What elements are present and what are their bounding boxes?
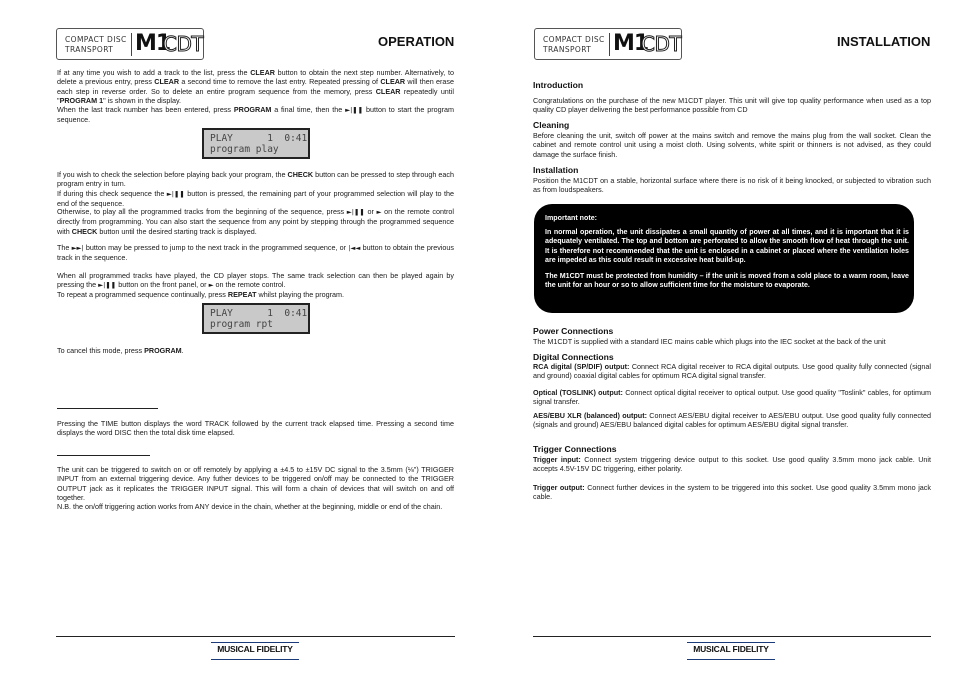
cleaning-text: Before cleaning the unit, switch off power at the mains switch and remove the mains plug from the wall socket. Clean the cabinet and remote control unit using a moist cloth. Using solvents, white spirit or thinners is not advised, as they could damage the surface finish. [533,131,931,159]
play-icon: ► [376,208,382,216]
logo-line2: TRANSPORT [65,45,114,54]
logo-line1: COMPACT DISC [65,35,127,44]
play-pause-icon: ►|❚❚ [166,190,185,198]
logo-model-cdt: CDT [641,32,682,56]
paragraph-play-all: Otherwise, to play all the programmed tracks from the beginning of the sequence, press ►|❚❚ or ► on the remote control directly from programming. You can also start the sequence from any point by stepping through the programmed sequence with CHECK button until the desired starting track is displayed. [57,207,455,236]
digital-connections-heading: Digital Connections [533,352,614,362]
paragraph-check-button: If you wish to check the selection before playing back your program, the CHECK button can be pressed to step through each program entry in turn. [57,170,454,189]
paragraph-skip-buttons: The ►►| button may be pressed to jump to the next track in the programmed sequence, or |◄◄ button to obtain the previous track in the sequence. [57,243,454,263]
play-pause-icon: ►|❚❚ [346,208,365,216]
logo-separator [131,33,132,56]
paragraph-repeat: To repeat a programmed sequence continually, press REPEAT whilst playing the program. [57,290,344,299]
m1cdt-logo [56,28,204,60]
paragraph-check-sequence: If during this check sequence the ►|❚❚ button is pressed, the remaining part of your programmed selection will play to the end of the sequence. [57,189,454,209]
musical-fidelity-logo [687,642,775,660]
lcd-display-program-rpt [202,303,310,334]
logo-model-m1: M1 [613,31,649,56]
introduction-heading: Introduction [533,80,584,90]
paragraph-time-button: Pressing the TIME button displays the word TRACK followed by the current track elapsed time. Pressing a second time displays the word DISC then the total disk time elapsed. [57,419,454,438]
paragraph-clear-button: If at any time you wish to add a track to the list, press the CLEAR button to obtain the next step number. Alternatively, to delete a previous entry, press CLEAR a second time to remove the last entry. Repeated pressing of CLEAR will then erase each step in reverse order. So to delete an entire program sequence from the memory, press CLEAR repeatedly until "PROGRAM 1" is shown in the display. [57,68,454,106]
page-heading-operation: OPERATION [378,34,455,49]
skip-previous-icon: |◄◄ [348,244,361,252]
right-page [477,0,954,675]
installation-text: Position the M1CDT on a stable, horizontal surface where there is no risk of it being knocked, or subjected to vibration such as from loudspeakers. [533,176,931,195]
installation-heading: Installation [533,165,579,175]
page-heading-installation: INSTALLATION [837,34,931,49]
section-rule [57,455,150,456]
lcd-line1: PLAY 1 0:41 [210,133,308,144]
trigger-input-text: Trigger input: Connect system triggering device output to this socket. Use good quality 3.5mm mono jack cable. Unit accepts 4.5V-15V DC triggering, either polarity. [533,455,931,474]
play-pause-icon: ►|❚❚ [98,281,117,290]
musical-fidelity-logo [211,642,299,660]
aes-ebu-output-text: AES/EBU XLR (balanced) output: Connect AES/EBU digital receiver to AES/EBU output. Use good quality fully connected (signals and ground) AES/EBU balanced digital cables for optimum AES/EBU digital signal transfer. [533,411,931,430]
skip-next-icon: ►►| [71,244,84,252]
play-pause-icon: ►|❚❚ [345,106,364,114]
introduction-text: Congratulations on the purchase of the new M1CDT player. This unit will give top quality performance when used as a top quality CD player delivering the best performance possible from CD [533,96,931,115]
lcd-line2: program rpt [210,319,273,330]
cleaning-heading: Cleaning [533,120,570,130]
logo-line1: COMPACT DISC [543,35,605,44]
logo-model-cdt: CDT [163,32,204,56]
lcd-line2: program play [210,144,279,155]
paragraph-start-program: When the last track number has been entered, press PROGRAM a final time, then the ►|❚❚ button to start the program sequence. [57,105,454,125]
play-icon: ► [208,281,214,290]
footer-rule [56,636,455,637]
important-note-ventilation: In normal operation, the unit dissipates a small quantity of power at all times, and it is important that it is adequately ventilated. The top and bottom are perforated to allow the smooth flow of heat through the unit. It is therefore not recommended that the unit is enclosed in a cabinet or placed where the ventilation holes are impeded as this could result in excessive heat build-up. [545,228,909,265]
trigger-output-text: Trigger output: Connect further devices in the system to be triggered into this socket. Use good quality 3.5mm mono jack cable. [533,483,931,502]
section-rule [57,408,158,409]
logo-line2: TRANSPORT [543,45,592,54]
footer-rule [533,636,931,637]
logo-model-m1: M1 [135,31,171,56]
power-connections-heading: Power Connections [533,326,614,336]
optical-output-text: Optical (TOSLINK) output: Connect optical digital receiver to optical output. Use good quality "Toslink" cables, for optimum signal transfer. [533,388,931,407]
important-note-box [534,204,914,313]
rca-output-text: RCA digital (SP/DIF) output: Connect RCA digital receiver to RCA digital outputs. Use good quality fully connected (signal and ground) coaxial digital cables for optimum RCA digital signal transfer. [533,362,931,381]
logo-separator [609,33,610,56]
brand-text: MUSICAL FIDELITY [693,644,769,654]
important-note-humidity: The M1CDT must be protected from humidity – if the unit is moved from a cold place to a warm room, leave the unit for an hour or so to allow sufficient time for the moisture to evaporate. [545,272,909,290]
paragraph-cancel: To cancel this mode, press PROGRAM. [57,346,184,355]
paragraph-program-finished: When all programmed tracks have played, the CD player stops. The same track selection can then be played again by pressing the ►|❚❚ button on the front panel, or ► on the remote control. [57,271,454,290]
m1cdt-logo [534,28,682,60]
power-connections-text: The M1CDT is supplied with a standard IEC mains cable which plugs into the IEC socket at the back of the unit [533,337,886,346]
paragraph-trigger-note: N.B. the on/off triggering action works from ANY device in the chain, whether at the beginning, middle or end of the chain. [57,502,443,511]
lcd-line1: PLAY 1 0:41 [210,308,308,319]
brand-text: MUSICAL FIDELITY [217,644,293,654]
trigger-connections-heading: Trigger Connections [533,444,617,454]
paragraph-trigger: The unit can be triggered to switch on or off remotely by applying a ±4.5 to ±15V DC signal to the 3.5mm (⅛") TRIGGER INPUT from an external triggering device. Any futher devices to be triggered on/off may be connected to the TRIGGER OUTPUT jack as it replicates the TRIGGER INPUT signal. This will form a chain of devices that will switch on and off together. [57,465,454,503]
lcd-display-program-play [202,128,310,159]
important-note-title: Important note: [545,214,598,222]
